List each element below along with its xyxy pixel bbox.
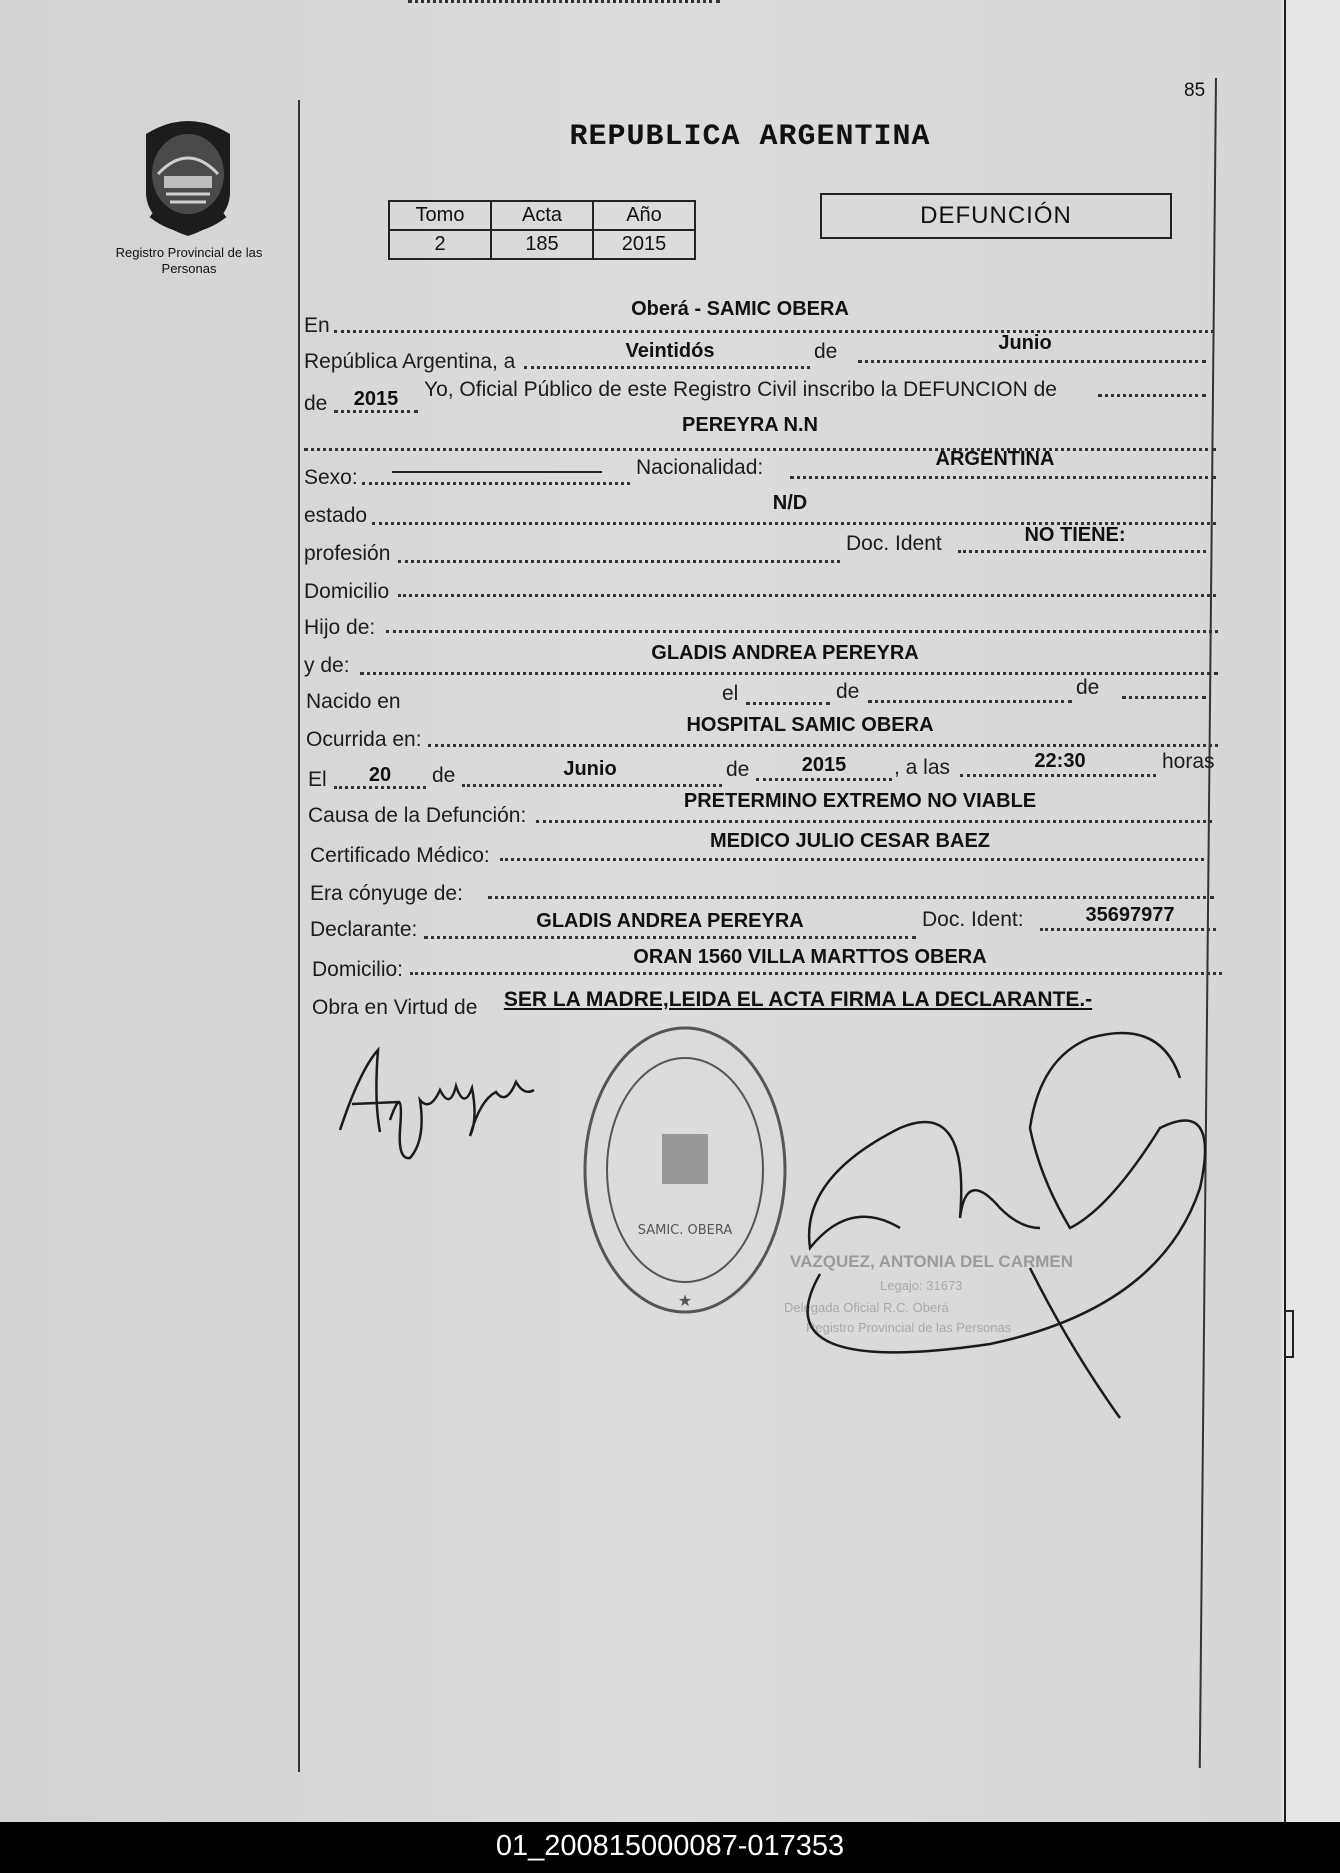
dotted-line: [360, 672, 1218, 675]
label-profesion: profesión: [304, 542, 391, 565]
page-number: 85: [1184, 80, 1206, 101]
field-obra-en-virtud: SER LA MADRE,LEIDA EL ACTA FIRMA LA DECLARANTE.-: [503, 988, 1093, 1011]
field-estado: N/D: [772, 492, 808, 514]
anio-value: 2015: [593, 230, 695, 259]
label-y-de: y de:: [304, 654, 350, 677]
label-nacido-en: Nacido en: [306, 690, 401, 713]
sexo-strike-line: [392, 471, 602, 473]
dotted-line: [424, 936, 916, 939]
dotted-line: [746, 702, 830, 705]
field-mes-defuncion: Junio: [563, 758, 617, 780]
declarant-signature: [330, 1040, 550, 1170]
reference-table: [388, 200, 696, 260]
field-declarante-doc: 35697977: [1085, 904, 1175, 926]
dotted-line: [960, 774, 1156, 777]
dotted-line: [1098, 394, 1206, 397]
dotted-line: [1122, 696, 1206, 699]
adjacent-page-edge: [1282, 0, 1340, 1822]
dotted-line: [488, 896, 1214, 899]
document-title: REPUBLICA ARGENTINA: [569, 120, 931, 154]
stamp-official-name: VAZQUEZ, ANTONIA DEL CARMEN: [790, 1252, 1074, 1271]
field-fallecido: PEREYRA N.N: [682, 414, 818, 436]
label-conyuge: Era cónyuge de:: [310, 882, 463, 905]
field-mes: Junio: [998, 332, 1052, 354]
label-de: de: [726, 758, 750, 781]
province-coat-of-arms-icon: [136, 114, 240, 238]
dotted-line: [958, 550, 1206, 553]
dotted-line: [500, 858, 1204, 861]
official-signature: [740, 1018, 1220, 1428]
label-domicilio: Domicilio: [304, 580, 390, 603]
label-yo-oficial: Yo, Oficial Público de este Registro Civil inscribo la DEFUNCION de: [424, 378, 1057, 401]
stamp-official-legajo: Legajo: 31673: [880, 1278, 963, 1293]
dotted-line: [408, 0, 720, 3]
field-nacionalidad: ARGENTINA: [935, 448, 1055, 470]
label-ocurrida-en: Ocurrida en:: [306, 728, 422, 751]
stamp-official-registry: Registro Provincial de las Personas: [806, 1320, 1012, 1335]
label-el: el: [722, 682, 739, 705]
dotted-line: [386, 630, 1218, 633]
tomo-value: 2: [389, 230, 491, 259]
field-anio-defuncion: 2015: [801, 754, 847, 776]
dotted-line: [362, 482, 630, 485]
dotted-line: [428, 744, 1218, 747]
label-certificado: Certificado Médico:: [310, 844, 490, 867]
label-de: de: [1076, 676, 1100, 699]
label-nacionalidad: Nacionalidad:: [636, 456, 764, 479]
label-de: de: [304, 392, 328, 415]
field-declarante: GLADIS ANDREA PEREYRA: [536, 910, 804, 932]
dotted-line: [1040, 928, 1216, 931]
field-causa: PRETERMINO EXTREMO NO VIABLE: [683, 790, 1037, 812]
registry-caption: Registro Provincial de las Personas: [115, 245, 263, 276]
label-declarante: Declarante:: [310, 918, 418, 941]
dotted-line: [410, 972, 1222, 975]
field-madre: GLADIS ANDREA PEREYRA: [651, 642, 919, 664]
dotted-line: [858, 360, 1206, 363]
tomo-label: Tomo: [389, 201, 491, 230]
dotted-line: [398, 594, 1216, 597]
acta-value: 185: [491, 230, 593, 259]
label-de: de: [432, 764, 456, 787]
label-domicilio-declarante: Domicilio:: [312, 958, 404, 981]
label-el: El: [308, 768, 327, 791]
field-hora: 22:30: [1034, 750, 1086, 772]
anio-label: Año: [593, 201, 695, 230]
label-en: En: [304, 314, 330, 337]
document-id-bar: [0, 1822, 1340, 1873]
field-lugar: Oberá - SAMIC OBERA: [631, 298, 849, 320]
stamp-inner-text: SAMIC. OBERA: [637, 1223, 733, 1238]
label-de: de: [814, 340, 838, 363]
label-horas: horas: [1162, 750, 1215, 773]
field-anio: 2015: [353, 388, 399, 410]
label-republica: República Argentina, a: [304, 350, 516, 373]
label-hijo-de: Hijo de:: [304, 616, 376, 639]
dotted-line: [524, 366, 810, 369]
dotted-line: [756, 778, 892, 781]
field-ocurrida-en: HOSPITAL SAMIC OBERA: [686, 714, 934, 736]
label-estado: estado: [304, 504, 368, 527]
label-doc-ident: Doc. Ident: [846, 532, 942, 555]
label-de: de: [836, 680, 860, 703]
stamp-official-role: Delegada Oficial R.C. Oberá: [784, 1300, 949, 1315]
label-a-las: , a las: [894, 756, 951, 779]
document-id: 01_200815000087-017353: [495, 1830, 845, 1862]
label-obra: Obra en Virtud de: [312, 996, 478, 1019]
dotted-line: [868, 700, 1072, 703]
act-type-box: DEFUNCIÓN: [820, 193, 1172, 239]
label-causa: Causa de la Defunción:: [308, 804, 527, 827]
field-doc-ident: NO TIENE:: [1024, 524, 1126, 546]
acta-label: Acta: [491, 201, 593, 230]
field-declarante-domicilio: ORAN 1560 VILLA MARTTOS OBERA: [633, 946, 987, 968]
label-doc-ident: Doc. Ident:: [922, 908, 1024, 931]
dotted-line: [462, 784, 722, 787]
field-dia-defuncion: 20: [368, 764, 392, 786]
dotted-line: [398, 560, 840, 563]
left-margin-line: [298, 100, 300, 1772]
svg-text:★: ★: [677, 1291, 693, 1310]
field-dia-letras: Veintidós: [625, 340, 715, 362]
adjacent-bracket: [1284, 1310, 1294, 1358]
dotted-line: [536, 820, 1212, 823]
field-certificado: MEDICO JULIO CESAR BAEZ: [709, 830, 991, 852]
label-sexo: Sexo:: [304, 466, 358, 489]
page-edge-line: [1284, 0, 1286, 1822]
dotted-line: [790, 476, 1216, 479]
